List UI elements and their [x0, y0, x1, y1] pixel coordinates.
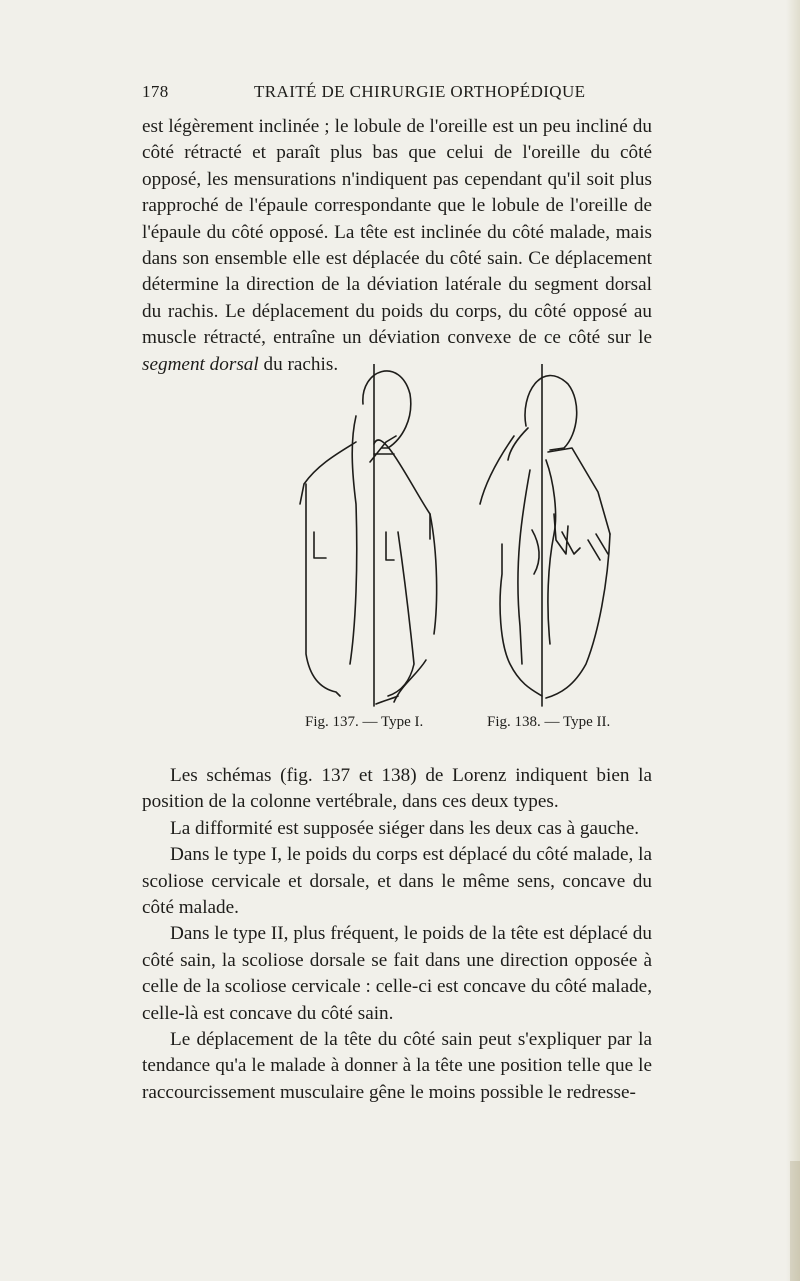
- fig138-shoulder-left: [480, 436, 514, 504]
- paragraph-continuation: [142, 114, 652, 378]
- fig138-scapula-lines: [554, 514, 580, 554]
- figure-138-torso: [480, 364, 610, 706]
- running-title: TRAITÉ DE CHIRURGIE ORTHOPÉDIQUE: [254, 82, 586, 101]
- fig138-right-side: [546, 534, 610, 698]
- page-header: [142, 82, 652, 106]
- figure-137-caption: Fig. 137. — Type I.: [305, 714, 424, 730]
- fig138-spine-curve: [546, 460, 556, 644]
- fig137-left-mark: [314, 532, 326, 558]
- paragraph-deformity-side: La difformité est supposée siéger dans les deux cas à gauche.: [170, 817, 640, 839]
- paragraph-text-end: du rachis.: [258, 353, 339, 375]
- paragraph-head-displacement: Le déplacement de la tête du côté sain peut s'expliquer par la tendance qu'a le malade à donner à la tête une position telle que le raccourcissement musculaire gêne le moins possible le redresse-: [142, 1029, 652, 1103]
- opening-paragraph: [142, 114, 652, 378]
- figure-137-torso: [300, 364, 437, 706]
- fig137-right-curve: [388, 532, 414, 696]
- page-edge-shadow: [786, 0, 800, 1281]
- body-paragraphs: [142, 763, 652, 1106]
- italic-term: segment dorsal: [142, 353, 259, 375]
- fig138-shoulder-right: [548, 448, 610, 534]
- fig138-right-marks: [588, 534, 608, 560]
- figure-138-caption: Fig. 138. — Type II.: [487, 714, 611, 730]
- page-corner-stain: [790, 1161, 800, 1281]
- fig137-left-side: [306, 484, 340, 696]
- fig138-mid-bracket: [532, 530, 539, 574]
- paragraph-type-two: Dans le type II, plus fréquent, le poids de la tête est déplacé du côté sain, la scoliose dorsale se fait dans une direction opposée à celle de la scoliose cervicale : celle-ci est concave du côté malade, celle-là est concave du côté sain.: [142, 923, 652, 1024]
- fig137-mid-mark: [386, 532, 394, 560]
- fig137-head-outline: [363, 371, 411, 448]
- fig137-right-side: [430, 514, 437, 634]
- fig138-left-side: [500, 544, 542, 696]
- paragraph-text: est légèrement inclinée ; le lobule de l'oreille est un peu incliné du côté rétracté et paraît plus bas que celui de l'oreille du côté opposé, les mensurations n'indiquent pas cependant qu'il soit plus rapproché de l'épaule correspondante que le lobule de l'oreille de l'épaule du côté opposé. La tête est inclinée du côté malade, mais dans son ensemble elle est déplacée du côté sain. Ce déplacement détermine la direction de la déviation latérale du segment dorsal du rachis. Le déplacement du poids du corps, du côté opposé au muscle rétracté, entraîne un déviation convexe de ce côté sur le: [142, 116, 652, 349]
- fig138-neck-left: [508, 428, 528, 460]
- page-number: 178: [142, 82, 169, 101]
- fig138-curve-left: [518, 470, 530, 664]
- paragraph-lorenz: Les schémas (fig. 137 et 138) de Lorenz indiquent bien la position de la colonne vertébrale, dans ces deux types.: [142, 765, 652, 813]
- fig137-right-hip: [394, 660, 426, 702]
- fig137-curve-left: [350, 416, 357, 664]
- lorenz-schema-figures: [270, 364, 650, 714]
- fig137-shoulder-right: [374, 440, 430, 539]
- paragraph-type-one: Dans le type I, le poids du corps est déplacé du côté malade, la scoliose cervicale et dorsale, et dans le même sens, concave du côté malade.: [142, 844, 652, 919]
- fig137-shoulder-left: [300, 442, 356, 504]
- spine-schema-drawings: [270, 364, 650, 714]
- fig138-head-outline: [525, 375, 577, 450]
